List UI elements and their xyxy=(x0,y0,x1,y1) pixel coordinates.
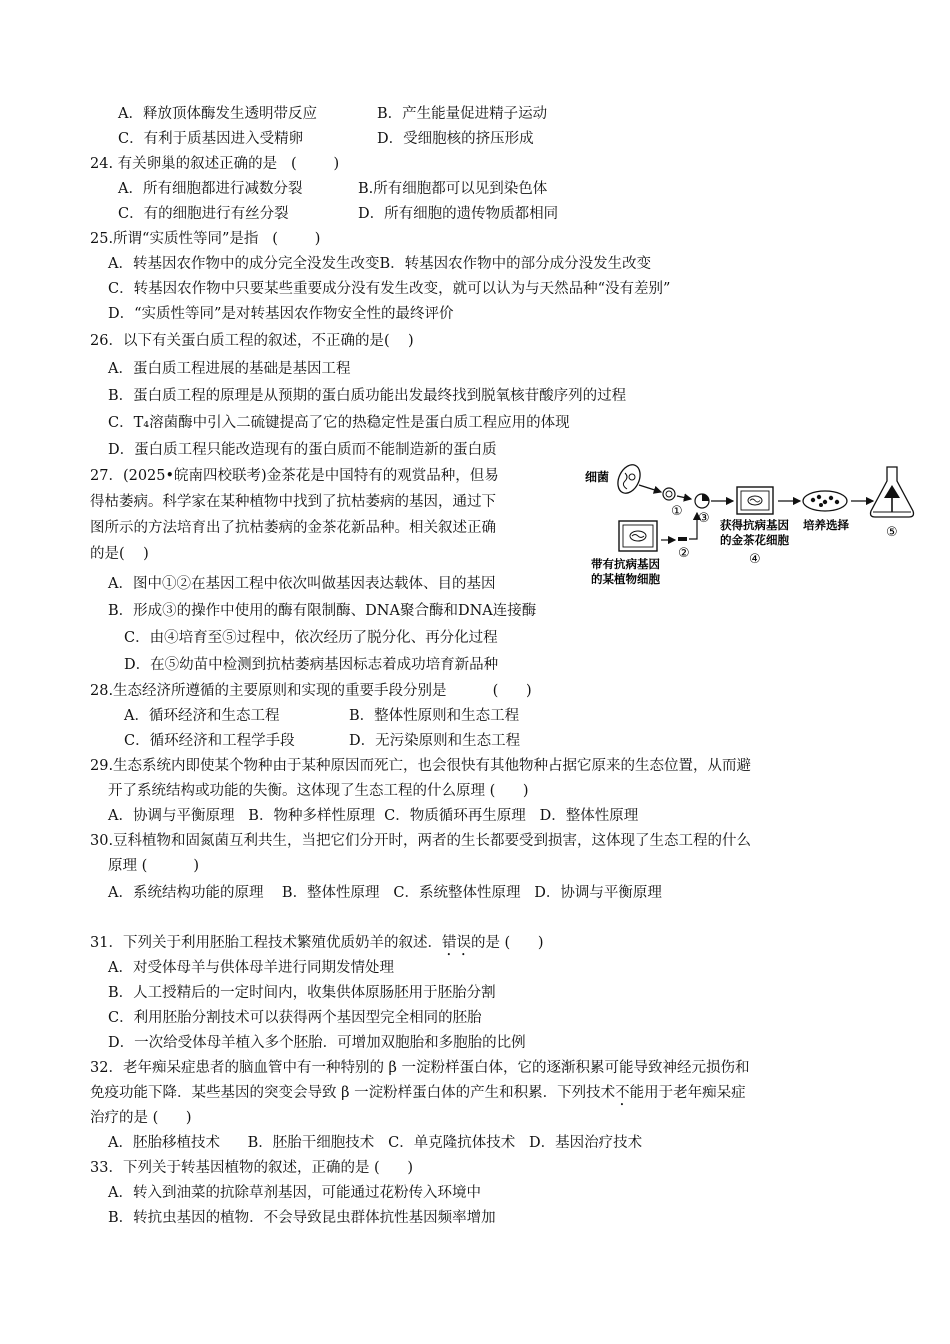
q24-option-c: C．有的细胞进行有丝分裂 xyxy=(118,206,289,222)
gene-transfer-diagram xyxy=(585,463,925,593)
q26-option-b: B．蛋白质工程的原理是从预期的蛋白质功能出发最终找到脱氧核苷酸序列的过程 xyxy=(108,388,627,404)
q27-stem-line-1: 27．(2025•皖南四校联考)金茶花是中国特有的观赏品种，但易 xyxy=(90,468,499,484)
q26-option-c: C．T₄溶菌酶中引入二硫键提高了它的热稳定性是蛋白质工程应用的体现 xyxy=(108,415,570,431)
q26-option-d: D．蛋白质工程只能改造现有的蛋白质而不能制造新的蛋白质 xyxy=(108,442,497,458)
q32-stem-line-1: 32．老年痴呆症患者的脑血管中有一种特别的 β 一淀粉样蛋白体，它的逐渐积累可能导致神经元损伤和 xyxy=(90,1060,750,1076)
q24-option-b: B.所有细胞都可以见到染色体 xyxy=(358,181,548,197)
plant-cell-label-2: 的某植物细胞 xyxy=(591,572,660,586)
q32-stem-line-2: 免疫功能下降．某些基因的突变会导致 β 一淀粉样蛋白体的产生和积累．下列技术不能用于老年痴呆症 xyxy=(90,1085,746,1101)
q29-stem-line-1: 29.生态系统内即使某个物种由于某种原因而死亡，也会很快有其他物种占据它原来的生态位置，从而避 xyxy=(90,758,752,774)
q29-stem-line-2: 开了系统结构或功能的失衡。这体现了生态工程的什么原理 ( ) xyxy=(108,783,529,799)
flask-shape xyxy=(871,467,914,517)
q28-option-a: A．循环经济和生态工程 xyxy=(124,708,280,724)
q27-option-d: D．在⑤幼苗中检测到抗枯萎病基因标志着成功培育新品种 xyxy=(124,657,499,673)
q28-option-d: D．无污染原则和生态工程 xyxy=(349,733,521,749)
camellia-cell-shape xyxy=(737,487,773,514)
q24-option-a: A．所有细胞都进行减数分裂 xyxy=(118,181,303,197)
q28-stem: 28.生态经济所遵循的主要原则和实现的重要手段分别是 ( ) xyxy=(90,683,532,699)
q25-stem: 25.所谓“实质性等同”是指 ( ) xyxy=(90,231,321,247)
bacteria-label: 细菌 xyxy=(585,470,610,484)
q30-options: A．系统结构功能的原理 B．整体性原理 C．系统整体性原理 D．协调与平衡原理 xyxy=(108,885,662,901)
label-4: ④ xyxy=(749,552,761,567)
recombinant-plasmid-shape xyxy=(695,494,709,508)
q31-option-d: D．一次给受体母羊植入多个胚胎．可增加双胞胎和多胞胎的比例 xyxy=(108,1035,526,1051)
q25-option-ab: A．转基因农作物中的成分完全没发生改变B．转基因农作物中的部分成分没发生改变 xyxy=(108,256,652,272)
plant-cell-label-1: 带有抗病基因 xyxy=(591,557,660,571)
q25-option-d: D．“实质性等同”是对转基因农作物安全性的最终评价 xyxy=(108,306,454,322)
q27-option-c: C．由④培育至⑤过程中，依次经历了脱分化、再分化过程 xyxy=(124,630,498,646)
plasmid-shape xyxy=(663,488,675,500)
q30-stem-line-1: 30.豆科植物和固氮菌互利共生，当把它们分开时，两者的生长都要受到损害，这体现了生态工程的什么 xyxy=(90,833,752,849)
q31-option-a: A．对受体母羊与供体母羊进行同期发情处理 xyxy=(108,960,394,976)
q28-option-b: B．整体性原则和生态工程 xyxy=(349,708,520,724)
q27-stem-line-4: 的是( ) xyxy=(90,546,149,562)
label-5: ⑤ xyxy=(886,525,898,540)
label-2: ② xyxy=(678,546,690,561)
camellia-cell-label-1: 获得抗病基因 xyxy=(720,518,789,532)
q32-emphasis: 不 xyxy=(615,1085,630,1101)
q26-option-a: A．蛋白质工程进展的基础是基因工程 xyxy=(108,361,351,377)
q26-stem: 26．以下有关蛋白质工程的叙述，不正确的是( ) xyxy=(90,333,414,349)
q32-stem-line-3: 治疗的是 ( ) xyxy=(90,1110,192,1126)
culture-dish-shape xyxy=(803,491,847,511)
q33-option-a: A．转入到油菜的抗除草剂基因，可能通过花粉传入环境中 xyxy=(108,1185,481,1201)
q23-option-c: C．有利于质基因进入受精卵 xyxy=(118,131,304,147)
plant-cell-shape xyxy=(619,521,657,551)
q32-options: A．胚胎移植技术 B．胚胎干细胞技术 C．单克隆抗体技术 D．基因治疗技术 xyxy=(108,1135,643,1151)
q24-stem: 24. 有关卵巢的叙述正确的是 ( ) xyxy=(90,156,340,172)
q31-option-b: B．人工授精后的一定时间内，收集供体原肠胚用于胚胎分割 xyxy=(108,985,496,1001)
q23-option-a: A．释放顶体酶发生透明带反应 xyxy=(118,106,317,122)
q30-stem-line-2: 原理 ( ) xyxy=(108,858,200,874)
q27-stem-line-3: 图所示的方法培育出了抗枯萎病的金茶花新品种。相关叙述正确 xyxy=(90,520,496,536)
label-3: ③ xyxy=(698,511,710,526)
camellia-cell-label-2: 的金茶花细胞 xyxy=(720,533,789,547)
q27-stem-line-2: 得枯萎病。科学家在某种植物中找到了抗枯萎病的基因，通过下 xyxy=(90,494,496,510)
culture-label: 培养选择 xyxy=(803,518,849,532)
q23-option-b: B．产生能量促进精子运动 xyxy=(377,106,548,122)
q31-emphasis: 错误 xyxy=(441,935,471,951)
q24-option-d: D．所有细胞的遗传物质都相同 xyxy=(358,206,559,222)
label-1: ① xyxy=(671,504,683,519)
q25-option-c: C．转基因农作物中只要某些重要成分没有发生改变，就可以认为与天然品种“没有差别” xyxy=(108,281,671,297)
q27-option-a: A．图中①②在基因工程中依次叫做基因表达载体、目的基因 xyxy=(108,576,496,592)
gene-fragment-shape xyxy=(678,537,687,541)
q23-option-d: D．受细胞核的挤压形成 xyxy=(377,131,534,147)
q27-option-b: B．形成③的操作中使用的酶有限制酶、DNA聚合酶和DNA连接酶 xyxy=(108,603,537,619)
q31-option-c: C．利用胚胎分割技术可以获得两个基因型完全相同的胚胎 xyxy=(108,1010,482,1026)
bacterium-shape xyxy=(614,463,645,497)
q33-option-b: B．转抗虫基因的植物．不会导致昆虫群体抗性基因频率增加 xyxy=(108,1210,496,1226)
q28-option-c: C．循环经济和工程学手段 xyxy=(124,733,295,749)
q29-options: A．协调与平衡原理 B．物种多样性原理 C．物质循环再生原理 D．整体性原理 xyxy=(108,808,639,824)
q33-stem: 33．下列关于转基因植物的叙述，正确的是 ( ) xyxy=(90,1160,414,1176)
q31-stem: 31．下列关于利用胚胎工程技术繁殖优质奶羊的叙述．错误的是 ( ) xyxy=(90,935,544,951)
